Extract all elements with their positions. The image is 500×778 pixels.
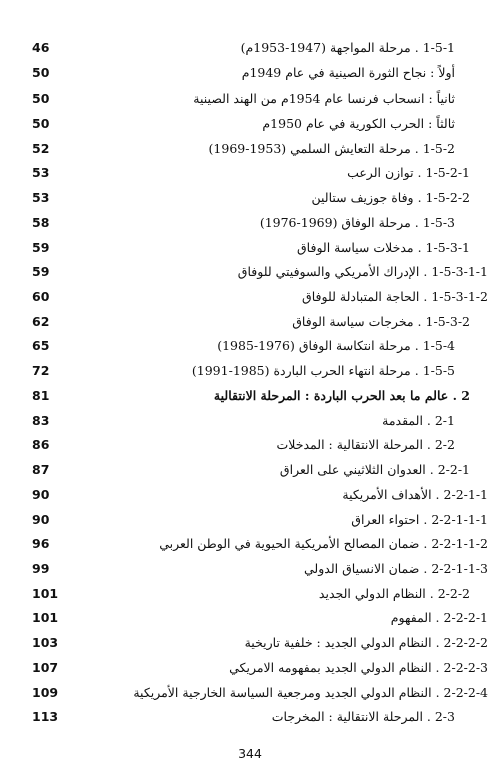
- toc-entry-page: 72: [32, 363, 50, 378]
- toc-entry-title: 1-5-3 . مرحلة الوفاق (1969-1976): [259, 215, 455, 230]
- toc-entry-page: 50: [32, 91, 50, 106]
- toc-entry-title: 1-5-3-1 . مدخلات سياسة الوفاق: [296, 240, 470, 255]
- dot-leader: [62, 212, 256, 234]
- dot-leader: [62, 583, 315, 605]
- toc-entry-title: 2-1 . المقدمة: [382, 413, 455, 428]
- toc-entry: [32, 237, 470, 259]
- toc-entry-title: 2-2-2-3 . النظام الدولي الجديد بمفهومه الامريكي: [229, 660, 488, 675]
- dot-leader: [62, 187, 307, 209]
- toc-entry-title: 1-5-5 . مرحلة انتهاء الحرب الباردة (1985-1991): [191, 363, 455, 378]
- dot-leader: [62, 410, 378, 432]
- dot-leader: [62, 509, 347, 531]
- toc-entry-title: 2 . عالم ما بعد الحرب الباردة : المرحلة الانتقالية: [213, 388, 470, 403]
- toc-entry: [32, 335, 455, 357]
- dot-leader: [62, 385, 210, 407]
- dot-leader: [62, 657, 225, 679]
- dot-leader: [62, 632, 241, 654]
- toc-entry-page: 60: [32, 289, 50, 304]
- toc-entry: [32, 385, 470, 407]
- toc-entry-title: 1-5-2-2 . وفاة جوزيف ستالين: [311, 190, 470, 205]
- toc-entry-page: 101: [32, 586, 59, 601]
- toc-entry: [32, 360, 455, 382]
- dot-leader: [62, 533, 155, 555]
- toc-entry-page: 101: [32, 610, 59, 625]
- toc-entry-title: 2-2-1-1-2 . ضمان المصالح الأمريكية الحيوية في الوطن العربي: [159, 536, 488, 551]
- toc-entry-page: 109: [32, 685, 59, 700]
- toc-entry: [32, 261, 488, 283]
- toc-entry-page: 52: [32, 141, 50, 156]
- toc-entry-page: 90: [32, 487, 50, 502]
- toc-entry-page: 83: [32, 413, 50, 428]
- dot-leader: [62, 311, 288, 333]
- toc-entry: [32, 583, 470, 605]
- toc-entry-page: 62: [32, 314, 50, 329]
- toc-entry-title: 2-3 . المرحلة الانتقالية : المخرجات: [271, 709, 455, 724]
- toc-entry: [32, 434, 455, 456]
- toc-entry: [32, 410, 455, 432]
- toc-entry: [32, 138, 455, 160]
- toc-entry-title: 2-2-1 . العدوان الثلاثيني على العراق: [279, 462, 470, 477]
- dot-leader: [62, 706, 268, 728]
- toc-entry-title: 2-2-1-1-3 . ضمان الانسياق الدولي: [304, 561, 488, 576]
- toc-entry-title: 2-2-1-1 . الأهداف الأمريكية: [342, 487, 488, 502]
- toc-entry-title: 1-5-1 . مرحلة المواجهة (1947-1953م): [240, 40, 455, 55]
- dot-leader: [62, 682, 129, 704]
- dot-leader: [62, 459, 276, 481]
- toc-entry-title: 1-5-2-1 . توازن الرعب: [347, 165, 470, 180]
- dot-leader: [62, 558, 300, 580]
- toc-entry: [32, 162, 470, 184]
- toc-entry-page: 87: [32, 462, 50, 477]
- toc-entry: [32, 657, 488, 679]
- toc-entry: [32, 509, 488, 531]
- toc-entry-title: 1-5-4 . مرحلة انتكاسة الوفاق (1976-1985): [217, 338, 455, 353]
- toc-entry-page: 59: [32, 240, 50, 255]
- dot-leader: [62, 138, 205, 160]
- toc-entry: [32, 558, 488, 580]
- dot-leader: [62, 335, 213, 357]
- toc-entry: [32, 286, 488, 308]
- toc-entry: [32, 62, 455, 84]
- toc-entry-title: 1-5-3-1-1 . الإدراك الأمريكي والسوفيتي للوفاق: [237, 264, 488, 279]
- toc-entry-title: 1-5-3-2 . مخرجات سياسة الوفاق: [292, 314, 470, 329]
- toc-entry-title: أولاً : نجاح الثورة الصينية في عام 1949م: [241, 65, 455, 80]
- toc-entry: [32, 682, 488, 704]
- toc-entry-title: 2-2-2-1 . المفهوم: [390, 610, 488, 625]
- toc-entry-title: 1-5-3-1-2 . الحاجة المتبادلة للوفاق: [302, 289, 488, 304]
- toc-entry-page: 53: [32, 165, 50, 180]
- toc-entry-page: 90: [32, 512, 50, 527]
- toc-entry: [32, 187, 470, 209]
- toc-entry-page: 103: [32, 635, 59, 650]
- toc-entry-page: 53: [32, 190, 50, 205]
- toc-entry: [32, 533, 488, 555]
- dot-leader: [62, 88, 189, 110]
- page-number: 344: [238, 746, 262, 761]
- toc-entry-page: 50: [32, 116, 50, 131]
- toc-entry: [32, 311, 470, 333]
- toc-entry-page: 107: [32, 660, 59, 675]
- toc-entry: [32, 37, 455, 59]
- dot-leader: [62, 37, 237, 59]
- toc-entry: [32, 459, 470, 481]
- toc-entry-page: 46: [32, 40, 50, 55]
- toc-entry-title: 2-2 . المرحلة الانتقالية : المدخلات: [276, 437, 455, 452]
- toc-entry: [32, 632, 488, 654]
- dot-leader: [62, 162, 343, 184]
- toc-entry: [32, 212, 455, 234]
- toc-entry-page: 59: [32, 264, 50, 279]
- toc-entry-page: 113: [32, 709, 59, 724]
- dot-leader: [62, 286, 298, 308]
- dot-leader: [62, 484, 338, 506]
- toc-entry-title: 2-2-1-1-1 . احتواء العراق: [351, 512, 488, 527]
- toc-entry-title: ثالثاً : الحرب الكورية في عام 1950م: [262, 116, 455, 131]
- dot-leader: [62, 261, 234, 283]
- toc-entry: [32, 607, 488, 629]
- toc-entry-title: 2-2-2-2 . النظام الدولي الجديد : خلفية تاريخية: [244, 635, 488, 650]
- dot-leader: [62, 434, 273, 456]
- toc-entry-page: 81: [32, 388, 50, 403]
- dot-leader: [62, 607, 387, 629]
- toc-entry-title: 2-2-2 . النظام الدولي الجديد: [318, 586, 470, 601]
- dot-leader: [62, 360, 188, 382]
- toc-entry-title: 1-5-2 . مرحلة التعايش السلمي (1953-1969): [208, 141, 455, 156]
- toc-entry-page: 65: [32, 338, 50, 353]
- dot-leader: [62, 237, 293, 259]
- toc-entry-page: 96: [32, 536, 50, 551]
- toc-entry-title: 2-2-2-4 . النظام الدولي الجديد ومرجعية السياسة الخارجية الأمريكية: [133, 685, 488, 700]
- toc-entry: [32, 88, 455, 110]
- toc-entry-page: 86: [32, 437, 50, 452]
- toc-entry-page: 50: [32, 65, 50, 80]
- dot-leader: [62, 113, 258, 135]
- toc-entry-page: 99: [32, 561, 50, 576]
- toc-entry: [32, 484, 488, 506]
- toc-entry: [32, 113, 455, 135]
- toc-entry-title: ثانياً : انسحاب فرنسا عام 1954م من الهند الصينية: [193, 91, 455, 106]
- dot-leader: [62, 62, 238, 84]
- toc-entry-page: 58: [32, 215, 50, 230]
- toc-entry: [32, 706, 455, 728]
